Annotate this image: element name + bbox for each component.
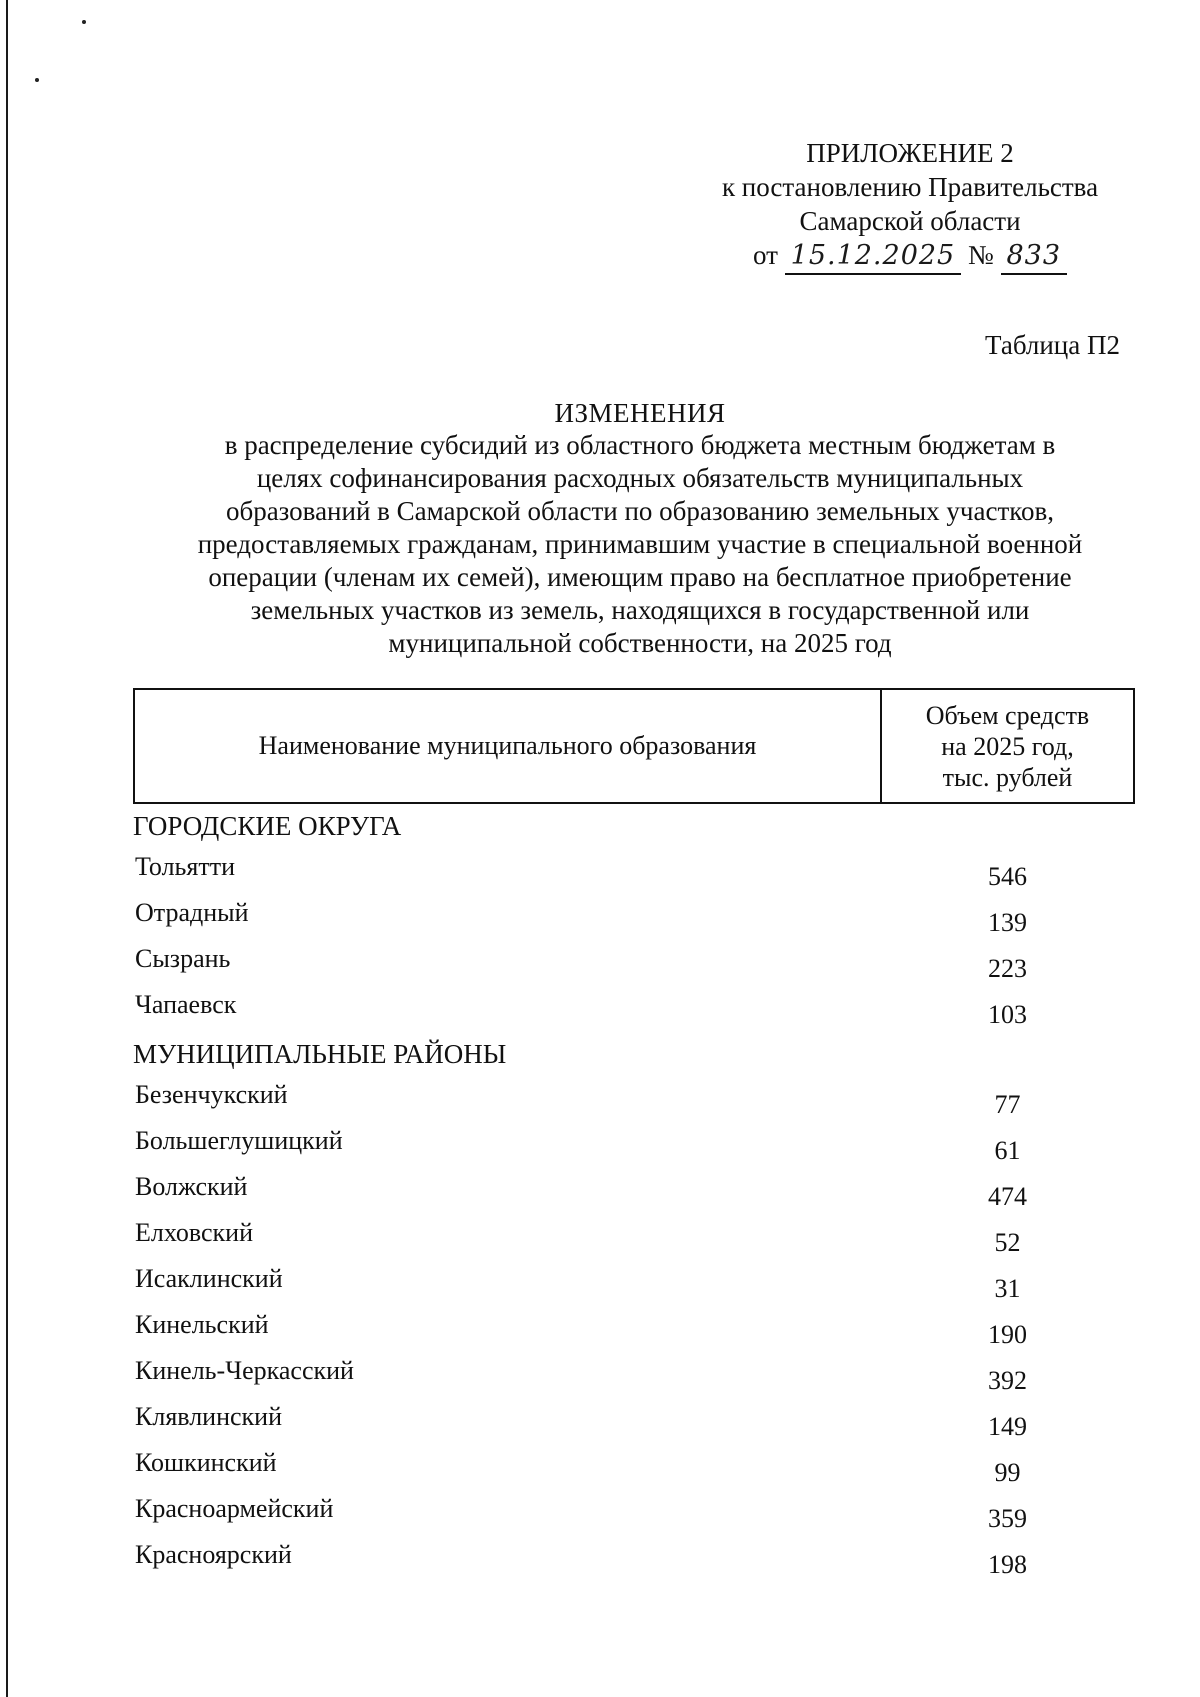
- group-title-municipal-districts: МУНИЦИПАЛЬНЫЕ РАЙОНЫ: [133, 1039, 507, 1069]
- handwritten-date: 15.12.2025: [785, 239, 962, 275]
- row-amount: 190: [988, 1320, 1027, 1349]
- row-amount: 149: [988, 1412, 1027, 1441]
- date-prefix: от: [752, 240, 778, 270]
- table-row: [133, 848, 1135, 894]
- handwritten-number: 833: [1001, 239, 1068, 275]
- table-row: [133, 1444, 1135, 1490]
- row-amount: 61: [994, 1136, 1021, 1165]
- table-row: [133, 1122, 1135, 1168]
- scan-speck: [82, 20, 86, 24]
- row-amount: 139: [988, 908, 1027, 937]
- row-amount: 392: [988, 1366, 1027, 1395]
- scan-edge-line: [6, 0, 8, 1697]
- table-label: Таблица П2: [985, 330, 1120, 360]
- approval-line-1: к постановлению Правительства: [721, 172, 1099, 202]
- group-title-city-districts: ГОРОДСКИЕ ОКРУГА: [133, 811, 402, 841]
- row-amount: 99: [994, 1458, 1021, 1487]
- table-row: [133, 940, 1135, 986]
- row-amount: 359: [988, 1504, 1027, 1533]
- row-name: Отрадный: [135, 898, 249, 927]
- row-amount: 198: [988, 1550, 1027, 1579]
- header-amount-line-3: тыс. рублей: [942, 762, 1073, 792]
- table-row: [133, 1168, 1135, 1214]
- approval-block: [700, 136, 1120, 275]
- heading-title: ИЗМЕНЕНИЯ: [554, 398, 726, 428]
- table-row: [133, 1076, 1135, 1122]
- table-row: [133, 1306, 1135, 1352]
- table-row: [133, 1490, 1135, 1536]
- row-amount: 77: [994, 1090, 1021, 1119]
- row-amount: 546: [988, 862, 1027, 891]
- row-name: Кинельский: [135, 1310, 269, 1339]
- row-name: Большеглушицкий: [135, 1126, 343, 1155]
- row-name: Красноармейский: [135, 1494, 334, 1523]
- number-prefix: №: [967, 240, 994, 270]
- row-amount: 474: [988, 1182, 1027, 1211]
- heading-subtitle: в распределение субсидий из областного бюджета местным бюджетам в целях софинансирования расходных обязательств муниципальных образований в Самарской области по образованию земельных участков, предоставляемых гражданам, принимавшим участие в специальной военной операции (членам их семей), имеющим право на бесплатное приобретение земельных участков из земель, находящихся в государственной или муниципальной собственности, на 2025 год: [197, 430, 1083, 658]
- header-amount: [882, 690, 1133, 802]
- table-header: [133, 688, 1135, 804]
- row-amount: 223: [988, 954, 1027, 983]
- row-amount: 31: [994, 1274, 1021, 1303]
- table-row: [133, 1260, 1135, 1306]
- scan-speck: [35, 78, 39, 82]
- table-row: [133, 1536, 1135, 1582]
- row-name: Чапаевск: [135, 990, 237, 1019]
- row-name: Кошкинский: [135, 1448, 277, 1477]
- table-row: [133, 986, 1135, 1032]
- distribution-table: [133, 688, 1135, 1582]
- header-amount-line-1: Объем средств: [925, 700, 1090, 730]
- header-name: Наименование муниципального образования: [135, 690, 882, 802]
- row-name: Кинель-Черкасский: [135, 1356, 354, 1385]
- approval-line-2: Самарской области: [799, 206, 1021, 236]
- row-amount: 52: [994, 1228, 1021, 1257]
- approval-date-line: [753, 238, 1067, 275]
- row-name: Елховский: [135, 1218, 253, 1247]
- document-heading: [140, 398, 1140, 660]
- row-name: Исаклинский: [135, 1264, 283, 1293]
- row-name: Клявлинский: [135, 1402, 283, 1431]
- row-amount: 103: [988, 1000, 1027, 1029]
- table-row: [133, 894, 1135, 940]
- row-name: Безенчукский: [135, 1080, 288, 1109]
- appendix-title: ПРИЛОЖЕНИЕ 2: [806, 138, 1014, 168]
- header-amount-line-2: на 2025 год,: [941, 731, 1074, 761]
- table-row: [133, 1352, 1135, 1398]
- row-name: Волжский: [135, 1172, 248, 1201]
- row-name: Тольятти: [135, 852, 236, 881]
- row-name: Красноярский: [135, 1540, 292, 1569]
- table-row: [133, 1398, 1135, 1444]
- row-name: Сызрань: [135, 944, 231, 973]
- table-row: [133, 1214, 1135, 1260]
